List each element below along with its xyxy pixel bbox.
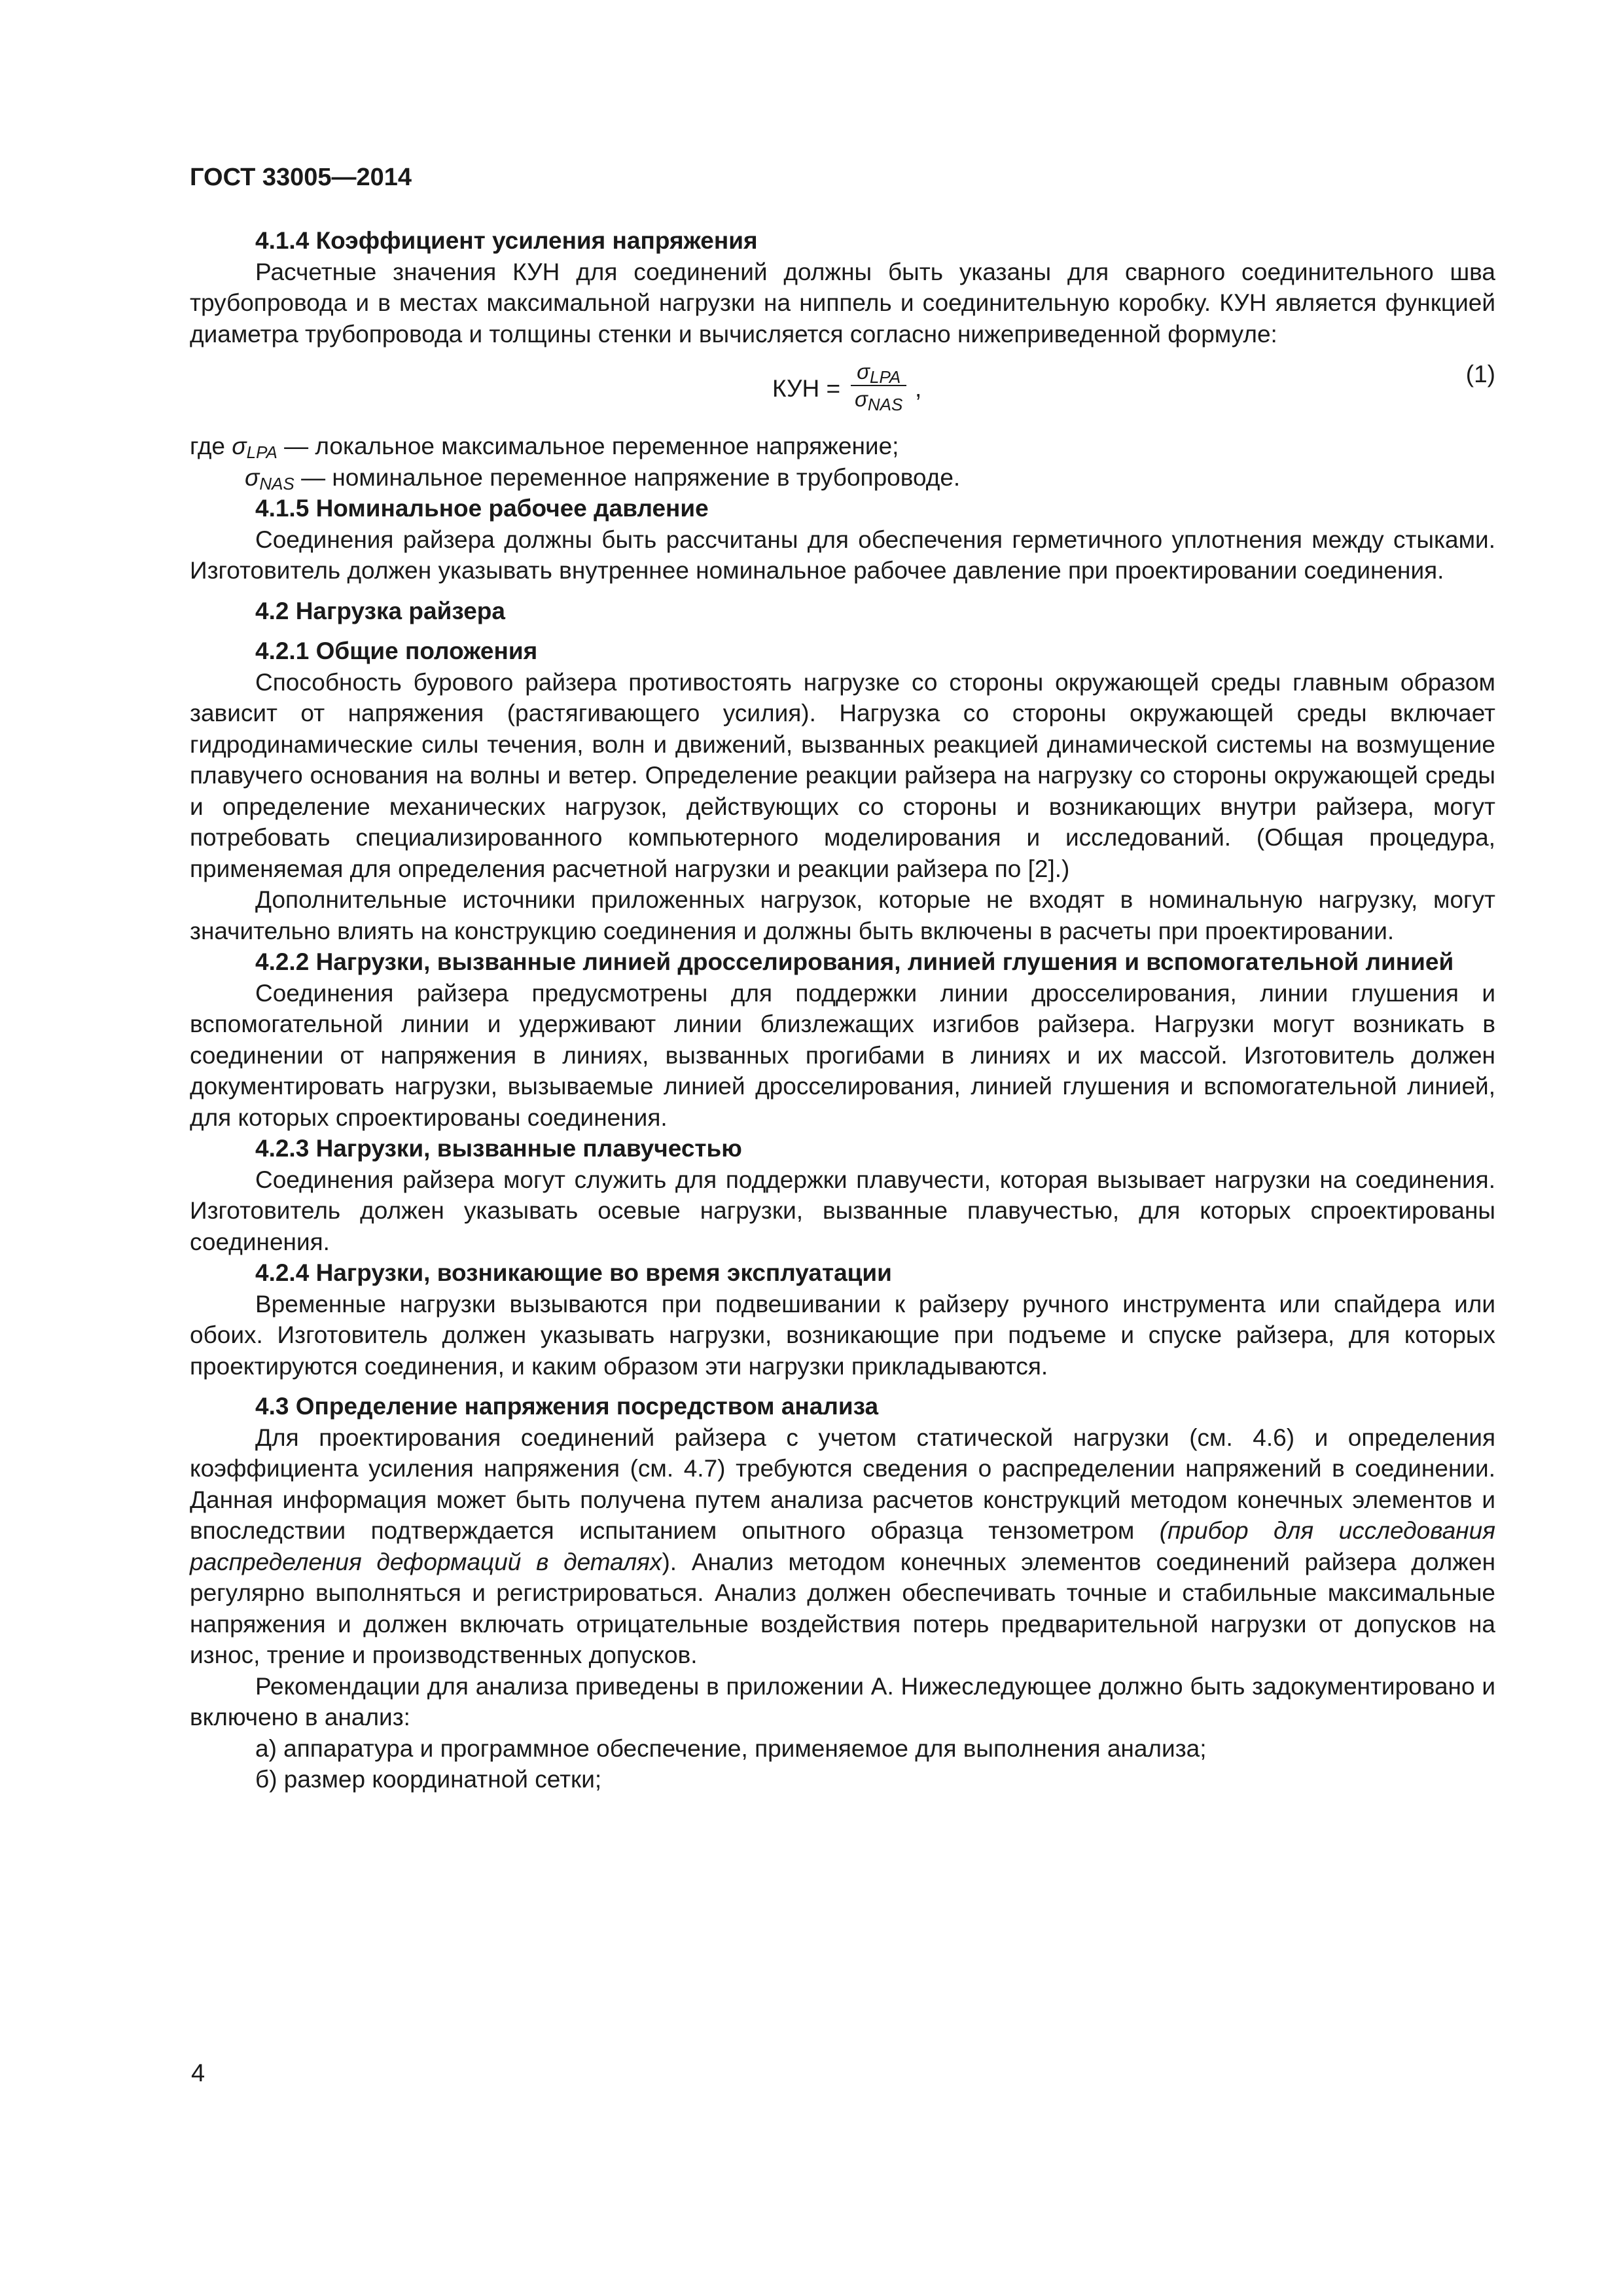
section-heading-4-1-4: 4.1.4 Коэффициент усиления напряжения (255, 227, 758, 254)
list-item: а) аппаратура и программное обеспечение, применяемое для выполнения анализа; (255, 1734, 1207, 1762)
paragraph: Соединения райзера могут служить для поддержки плавучести, которая вызывает нагрузки на соединения. Изготовитель должен указывать осевые нагрузки, вызванные плавучестью, для которых спроектированы соединения. (190, 1166, 1495, 1255)
where-line-1: где $\sigma_{LPA}$ — локальное максимальное переменное напряжение; (190, 433, 899, 462)
formula-1 (190, 359, 1495, 427)
section-heading-4-2: 4.2 Нагрузка райзера (255, 597, 505, 624)
paragraph: Временные нагрузки вызываются при подвешивании к райзеру ручного инструмента или спайдера или обоих. Изготовитель должен указывать нагрузки, возникающие при подъеме и спуске райзера, для которых проектируются соединения, и каким образом эти нагрузки прикладываются. (190, 1290, 1495, 1380)
equation-number: (1) (1465, 361, 1495, 387)
paragraph: Расчетные значения КУН для соединений должны быть указаны для сварного соединительного шва трубопровода и в местах максимальной нагрузки на ниппель и соединительную коробку. КУН является функцией диаметра трубопровода и толщины стенки и вычисляется согласно нижеприведенной формуле: (190, 258, 1495, 348)
where-line-2: $\sigma_{NAS}$ — номинальное переменное напряжение в трубопроводе. (245, 463, 961, 493)
paragraph: Способность бурового райзера противостоять нагрузке со стороны окружающей среды главным образом зависит от напряжения (растягивающего усилия). Нагрузка со стороны окружающей среды включает гидродинамические силы течения, волн и движений, вызванных реакцией динамической системы на возмущение плавучего основания на волны и ветер. Определение реакции райзера на нагрузку со стороны окружающей среды и определение механических нагрузок, действующих со стороны и возникающих внутри райзера, могут потребовать специализированного компьютерного моделирования и исследований. (Общая процедура, применяемая для определения расчетной нагрузки и реакции райзера по [2].) (190, 668, 1495, 882)
section-heading-4-2-1: 4.2.1 Общие положения (255, 637, 538, 664)
section-heading-4-2-3: 4.2.3 Нагрузки, вызванные плавучестью (255, 1135, 742, 1162)
document-id: ГОСТ 33005—2014 (190, 164, 412, 191)
page-number: 4 (191, 2060, 205, 2087)
section-heading-4-2-4: 4.2.4 Нагрузки, возникающие во время эксплуатации (255, 1259, 892, 1286)
formula-comma: , (915, 375, 922, 402)
section-heading-4-3: 4.3 Определение напряжения посредством анализа (255, 1393, 879, 1420)
section-heading-4-1-5: 4.1.5 Номинальное рабочее давление (255, 495, 709, 522)
paragraph: Соединения райзера должны быть рассчитаны для обеспечения герметичного уплотнения между стыками. Изготовитель должен указывать внутреннее номинальное рабочее давление при проектировании соединения. (190, 526, 1495, 584)
paragraph: Соединения райзера предусмотрены для поддержки линии дросселирования, линии глушения и вспомогательной линии и удерживают линии близлежащих изгибов райзера. Нагрузки могут возникать в соединении от напряжения в линиях, вызванных прогибами в линиях и их массой. Изготовитель должен документировать нагрузки, вызываемые линией дросселирования, линией глушения и вспомогательной линией, для которых спроектированы соединения. (190, 979, 1495, 1131)
list-item: б) размер координатной сетки; (255, 1766, 602, 1793)
paragraph: Для проектирования соединений райзера с учетом статической нагрузки (см. 4.6) и определения коэффициента усиления напряжения (см. 4.7) требуются сведения о распределении напряжений в соединении. Данная информация может быть получена путем анализа расчетов конструкций методом конечных элементов и впоследствии подтверждается испытанием опытного образца тензометром (прибор для исследования распределения деформаций в деталях). Анализ методом конечных элементов соединений райзера должен регулярно выполняться и регистрироваться. Анализ должен обеспечивать точные и стабильные максимальные напряжения и должен включать отрицательные воздействия потерь предварительной нагрузки от допусков на износ, трение и производственных допусков. (190, 1424, 1495, 1668)
formula-denominator: $\sigma_{NAS}$ (855, 387, 903, 414)
paragraph: Дополнительные источники приложенных нагрузок, которые не входят в номинальную нагрузку, могут значительно влиять на конструкцию соединения и должны быть включены в расчеты при проектировании. (190, 886, 1495, 944)
document-body (190, 225, 1495, 1795)
formula-lhs: КУН = (772, 375, 841, 402)
formula-numerator: $\sigma_{LPA}$ (851, 359, 906, 386)
paragraph: Рекомендации для анализа приведены в приложении А. Нижеследующее должно быть задокументировано и включено в анализ: (190, 1672, 1495, 1731)
formula-fraction (851, 359, 906, 412)
section-heading-4-2-2: 4.2.2 Нагрузки, вызванные линией дросселирования, линией глушения и вспомогательной линией (255, 948, 1454, 975)
